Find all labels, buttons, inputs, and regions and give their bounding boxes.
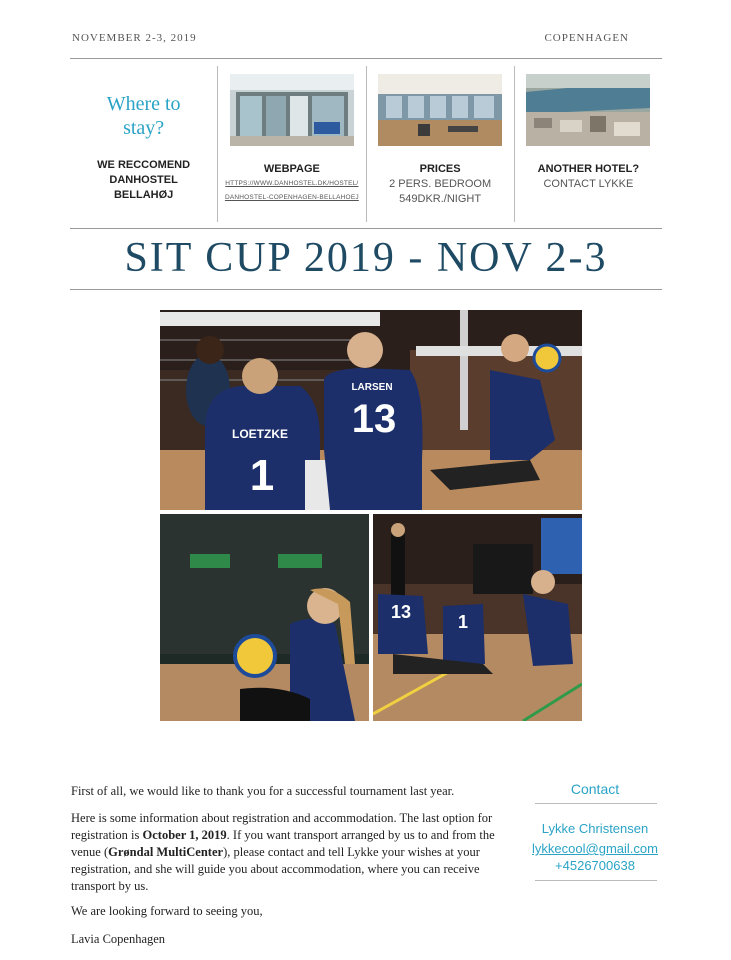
accommodation-info xyxy=(70,66,662,222)
prices-column xyxy=(366,66,514,222)
headline-bottom-divider xyxy=(70,289,662,290)
where-to-stay-heading: Where to stay? xyxy=(106,93,181,139)
where-to-stay-column xyxy=(70,66,217,222)
player-name-larsen: LARSEN xyxy=(351,382,393,393)
event-city: COPENHAGEN xyxy=(544,32,629,44)
closing-line: We are looking forward to seeing you, xyxy=(71,904,263,918)
player-number-1: 1 xyxy=(249,451,275,500)
webpage-title: WEBPAGE xyxy=(263,163,320,175)
contact-phone[interactable]: +4526700638 xyxy=(555,858,635,873)
prices-title: PRICES xyxy=(419,163,461,175)
hostel-entrance-photo xyxy=(230,74,354,146)
sitting-volleyball-photo-main xyxy=(160,310,582,510)
thanks-paragraph: First of all, we would like to thank you for a successful tournament last year. xyxy=(71,784,455,798)
copenhagen-aerial-photo xyxy=(526,74,650,146)
sitting-volleyball-photo-serve xyxy=(160,514,369,721)
sitting-volleyball-photo-rally xyxy=(373,514,582,721)
price-room: 2 PERS. BEDROOM xyxy=(389,178,492,190)
webpage-column xyxy=(217,66,365,222)
contact-email-link[interactable]: lykkecool@gmail.com xyxy=(532,841,658,856)
contact-name: Lykke Christensen xyxy=(541,821,649,836)
registration-paragraph: Here is some information about registration and accommodation. The last option for registration is October 1, 2019. If you want transport arranged by us to and from the venue (Grøndal MultiCenter), please contact and tell Lykke your wishes at your registration, and she will guide you about accommodation, where you can receive transport by us. xyxy=(71,811,495,893)
event-date: NOVEMBER 2-3, 2019 xyxy=(72,32,197,44)
player-number-1-rally: 1 xyxy=(457,612,469,632)
signature: Lavia Copenhagen xyxy=(71,932,166,946)
player-number-13-rally: 13 xyxy=(390,602,412,622)
registration-deadline: October 1, 2019 xyxy=(142,828,227,842)
contact-heading: Contact xyxy=(570,781,620,797)
player-name-loetzke: LOETZKE xyxy=(232,427,288,441)
recommended-hostel: WE RECCOMEND DANHOSTEL BELLAHØJ xyxy=(97,159,191,201)
price-amount: 549DKR./NIGHT xyxy=(399,193,482,205)
top-divider xyxy=(70,58,662,59)
venue-name: Grøndal MultiCenter xyxy=(108,845,224,859)
player-number-13: 13 xyxy=(351,397,397,441)
contact-divider-top xyxy=(535,803,657,804)
contact-lykke-note: CONTACT LYKKE xyxy=(543,178,634,190)
headline-top-divider xyxy=(70,228,662,229)
another-hotel-column xyxy=(514,66,662,222)
hostel-link[interactable]: HTTPS://WWW.DANHOSTEL.DK/HOSTEL/ DANHOSTEL-COPENHAGEN-BELLAHOEJ xyxy=(224,180,359,201)
another-hotel-title: ANOTHER HOTEL? xyxy=(537,163,640,175)
hostel-interior-photo xyxy=(378,74,502,146)
page-title: SIT CUP 2019 - NOV 2-3 xyxy=(124,235,608,281)
contact-divider-bottom xyxy=(535,880,657,881)
